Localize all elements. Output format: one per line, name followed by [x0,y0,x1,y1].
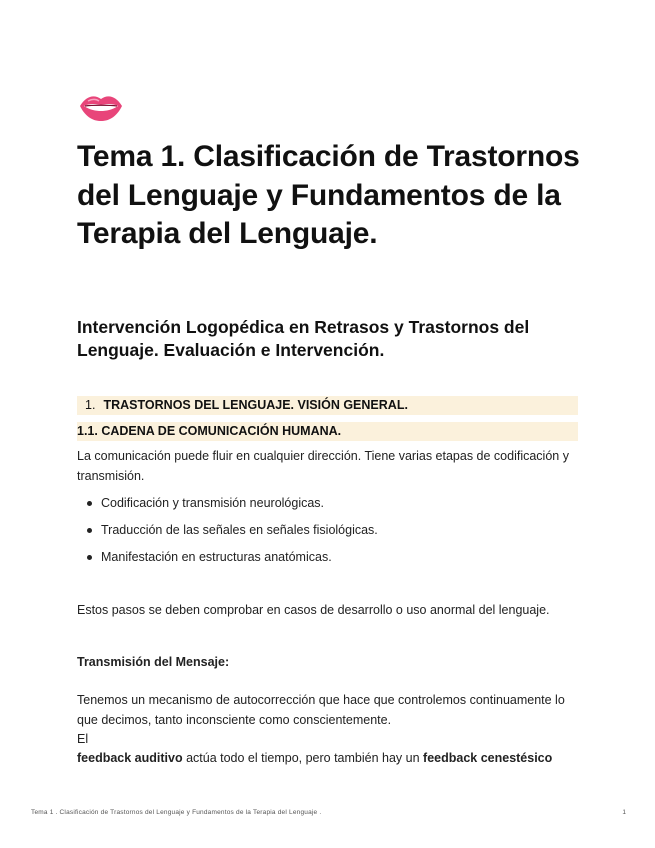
el-text: El [77,732,89,746]
page-number: 1 [622,809,626,816]
section-heading-1-1: 1.1. CADENA DE COMUNICACIÓN HUMANA. [77,422,578,441]
bullet-icon [87,501,92,506]
bullet-icon [87,555,92,560]
steps-note: Estos pasos se deben comprobar en casos de desarrollo o uso anormal del lenguaje. [77,603,550,617]
page-subtitle: Intervención Logopédica en Retrasos y Trastornos del Lenguaje. Evaluación e Intervención. [77,317,530,360]
section-heading-1 [77,396,578,415]
feedback-auditivo: feedback auditivo [77,751,183,765]
transmission-heading: Transmisión del Mensaje: [77,655,230,669]
section-label: TRASTORNOS DEL LENGUAJE. VISIÓN GENERAL. [103,398,408,412]
page-title: Tema 1. Clasificación de Trastornos del Lenguaje y Fundamentos de la Terapia del Lenguaje. [77,140,580,250]
section-number: 1. [85,398,96,412]
feedback-middle: actúa todo el tiempo, pero también hay un [182,751,424,765]
steps-list [77,494,582,575]
autocorrection-paragraph: Tenemos un mecanismo de autocorrección que hace que controlemos continuamente lo que decimos, tanto inconsciente como conscientemente. [77,693,565,727]
bullet-icon [87,528,92,533]
list-item: Codificación y transmisión neurológicas. [77,494,582,521]
lips-icon [78,92,124,122]
intro-paragraph: La comunicación puede fluir en cualquier dirección. Tiene varias etapas de codificación y transmisión. [77,449,569,483]
feedback-paragraph [77,749,582,769]
footer-title: Tema 1 . Clasificación de Trastornos del Lenguaje y Fundamentos de la Terapia del Lenguaje . [31,809,322,816]
list-item: Traducción de las señales en señales fisiológicas. [77,521,582,548]
feedback-cenestesico: feedback cenestésico [423,751,553,765]
list-item: Manifestación en estructuras anatómicas. [77,548,582,575]
